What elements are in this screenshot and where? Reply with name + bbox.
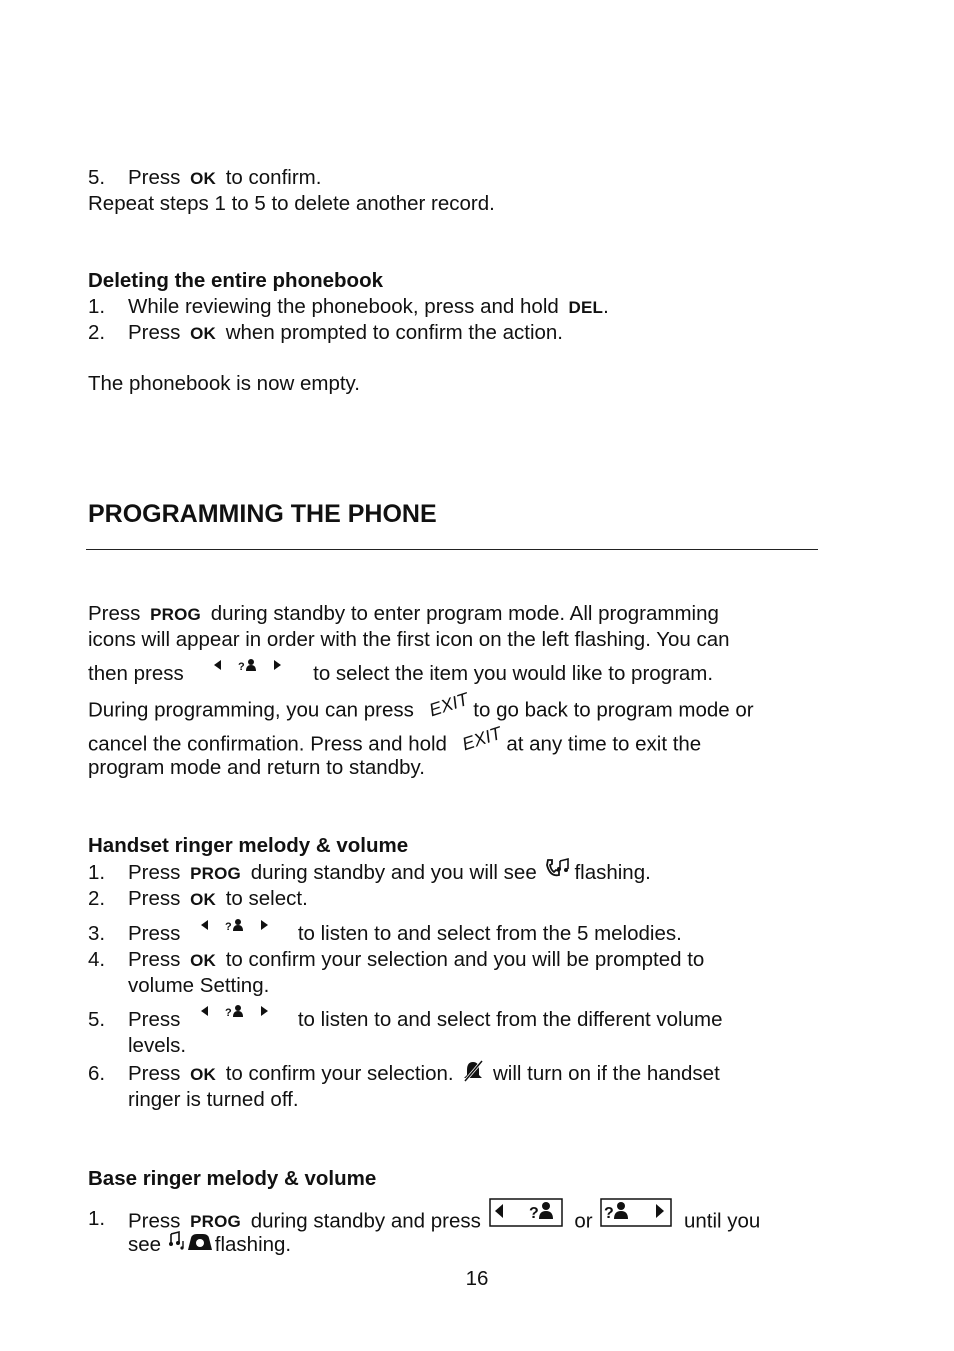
- step-text: Press OK to confirm your selection. will turn on if the handset: [128, 1062, 720, 1087]
- svg-text:EXIT: EXIT: [426, 688, 471, 721]
- step-number: 5.: [88, 1008, 106, 1031]
- left-phonebook-right-nav-icon: [198, 1001, 284, 1023]
- svg-text:?: ?: [225, 920, 232, 933]
- ok-key: OK: [190, 951, 217, 970]
- ok-key: OK: [190, 169, 217, 188]
- step-text: Press OK to confirm your selection and you will be prompted to: [128, 948, 705, 971]
- prog-key: PROG: [190, 1212, 241, 1232]
- section-heading: Handset ringer melody & volume: [88, 834, 409, 857]
- left-phonebook-key-icon: [489, 1198, 563, 1228]
- step-number: 4.: [88, 948, 106, 971]
- step-text: Press OK to select.: [128, 887, 308, 910]
- para-line: During programming, you can press EXIT to go back to program mode or: [88, 688, 754, 722]
- page-title: PROGRAMMING THE PHONE: [88, 500, 437, 528]
- para-line: cancel the confirmation. Press and hold EXIT at any time to exit the: [88, 722, 702, 756]
- step-text: Press PROG during standby and you will see flashing.: [128, 861, 651, 886]
- step-text-continued: see flashing.: [128, 1233, 291, 1258]
- page-number: 16: [465, 1267, 489, 1290]
- svg-text:?: ?: [225, 1006, 232, 1019]
- prog-key: PROG: [150, 605, 201, 624]
- ringer-off-icon: [461, 1059, 485, 1083]
- left-phonebook-right-nav-icon: [211, 655, 297, 677]
- step-text-continued: ringer is turned off.: [128, 1088, 299, 1111]
- step-number: 2.: [88, 321, 106, 344]
- para-line: Press PROG during standby to enter program mode. All programming: [88, 602, 719, 625]
- section-heading: Base ringer melody & volume: [88, 1167, 377, 1190]
- base-ringer-icon: [168, 1229, 214, 1253]
- exit-key-icon: [426, 688, 471, 721]
- handset-ringer-icon: [544, 857, 572, 881]
- svg-text:EXIT: EXIT: [459, 722, 504, 755]
- ok-key: OK: [190, 890, 217, 909]
- step-number: 6.: [88, 1062, 106, 1085]
- para-line: program mode and return to standby.: [88, 756, 425, 779]
- step-number: 3.: [88, 922, 106, 945]
- para-line: icons will appear in order with the first icon on the left flashing. You can: [88, 628, 730, 651]
- title-divider: [86, 549, 818, 550]
- step-text-continued: volume Setting.: [128, 974, 270, 997]
- step-text: Press ? to listen to and select from the 5 melodies.: [128, 922, 682, 946]
- step-number: 1.: [88, 861, 106, 884]
- step-text: Press PROG during standby and press ? or ? until you: [128, 1207, 760, 1237]
- svg-text:?: ?: [528, 1205, 539, 1222]
- empty-note: The phonebook is now empty.: [88, 372, 360, 395]
- step-number: 1.: [88, 295, 106, 318]
- del-key: DEL: [568, 298, 604, 317]
- svg-text:?: ?: [604, 1205, 615, 1222]
- phonebook-right-key-icon: [600, 1198, 672, 1228]
- para-line: then press ? to select the item you would like to program.: [88, 662, 713, 686]
- step-number: 2.: [88, 887, 106, 910]
- ok-key: OK: [190, 1065, 217, 1084]
- step-number: 1.: [88, 1207, 106, 1230]
- step-number: 5.: [88, 166, 106, 189]
- step-text: While reviewing the phonebook, press and hold DEL.: [128, 295, 609, 318]
- ok-key: OK: [190, 324, 217, 343]
- svg-text:?: ?: [238, 660, 246, 673]
- step-text-continued: levels.: [128, 1034, 187, 1057]
- left-phonebook-right-nav-icon: [198, 915, 284, 937]
- repeat-note: Repeat steps 1 to 5 to delete another record.: [88, 192, 495, 215]
- step-text: Press OK when prompted to confirm the action.: [128, 321, 564, 344]
- step-5-text: Press OK to confirm.: [128, 166, 322, 189]
- prog-key: PROG: [190, 864, 241, 883]
- section-heading: Deleting the entire phonebook: [88, 269, 383, 292]
- exit-key-icon: [459, 722, 504, 755]
- step-text: Press ? to listen to and select from the different volume: [128, 1008, 722, 1032]
